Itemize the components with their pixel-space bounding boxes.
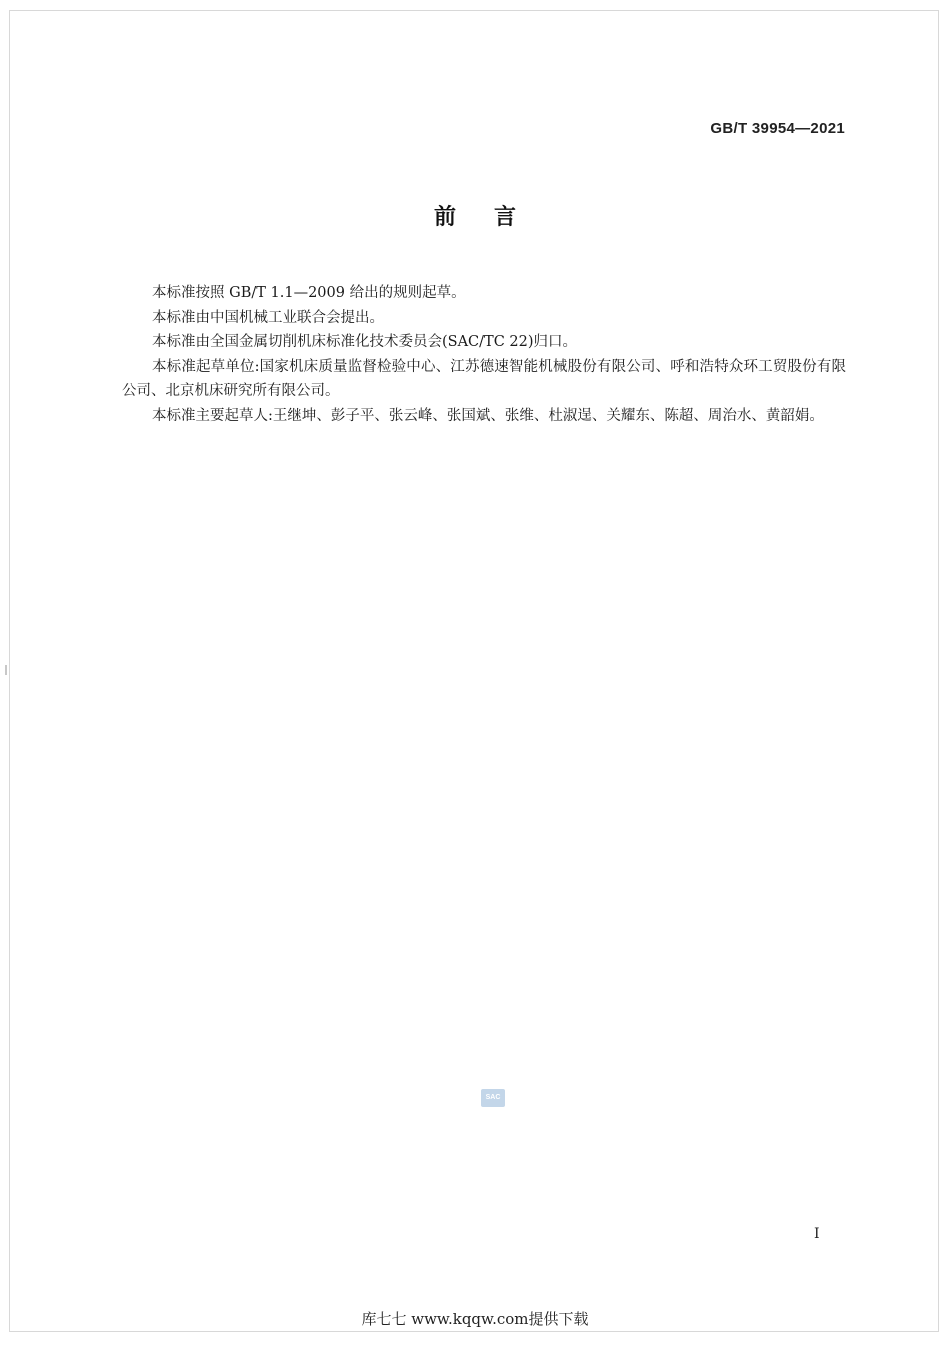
paragraph-drafting-units: 本标准起草单位:国家机床质量监督检验中心、江苏德速智能机械股份有限公司、呼和浩特众环工贸股份有限公司、北京机床研究所有限公司。 — [122, 358, 846, 399]
foreword-body — [122, 281, 846, 428]
scan-edge-mark — [5, 665, 7, 675]
paragraph-drafting-rules: 本标准按照 GB/T 1.1—2009 给出的规则起草。 — [152, 285, 466, 301]
paragraph-drafters: 本标准主要起草人:王继坤、彭子平、张云峰、张国斌、张维、杜淑逞、关耀东、陈超、周治水、黄韶娟。 — [152, 407, 824, 424]
page-number: I — [814, 1226, 820, 1242]
page-heading: 前言 — [433, 205, 554, 230]
paragraph-administrator: 本标准由全国金属切削机床标准化技术委员会(SAC/TC 22)归口。 — [152, 334, 578, 350]
paragraph-proposer: 本标准由中国机械工业联合会提出。 — [152, 309, 384, 326]
download-footer-note: 库七七 www.kqqw.com提供下载 — [361, 1310, 589, 1328]
sac-watermark-logo: SAC — [481, 1089, 505, 1107]
standard-number: GB/T 39954—2021 — [710, 120, 845, 137]
